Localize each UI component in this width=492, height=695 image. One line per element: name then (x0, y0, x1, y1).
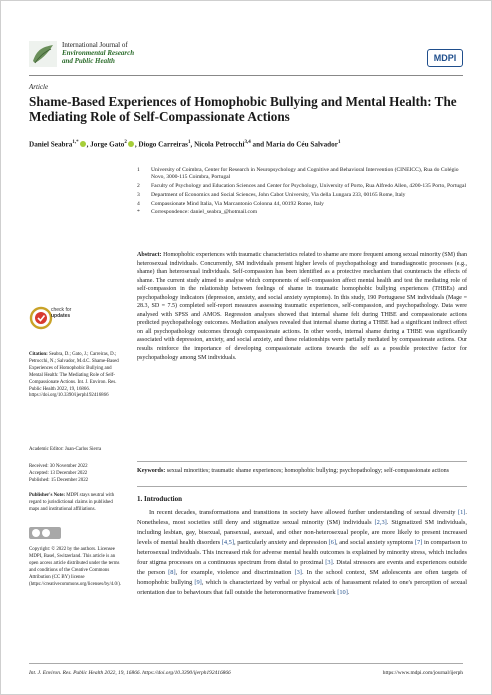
citation-link[interactable]: [3] (325, 559, 333, 566)
citation-link[interactable]: [1] (457, 509, 466, 516)
keywords (137, 467, 467, 476)
abstract (137, 251, 467, 362)
academic-editor: Academic Editor: Juan-Carlos Sierra (29, 447, 102, 452)
journal-name-line1: Environmental Research (62, 49, 135, 58)
intro-text: In recent decades, transformations and transitions in society have allowed further understanding of sexual diversity (149, 509, 458, 516)
author-separator: and (250, 140, 266, 149)
citation-text[interactable]: Seabra, D.; Gato, J.; Carreiras, D.; Petrocchi, N.; Salvador, M.d.C. Shame-Based Experiences of Homophobic Bullying and Mental Health: The Mediating Role of Self-Compassionate Actions. Int. J. Environ. Res. Public Health 2022, 19, 16866. https://doi.org/10.3390/ijerph192416866 (29, 352, 119, 399)
date-line: Accepted: 13 December 2022 (29, 470, 88, 476)
intro-text: . Nonetheless, most societies still deny and stigmatize sexual minority (SM) individuals (137, 509, 467, 526)
author-separator: , (190, 140, 195, 149)
affiliation-number: 1 (137, 167, 140, 173)
journal-prefix: International Journal of (62, 41, 128, 49)
citation-link[interactable]: [8] (168, 569, 176, 576)
publication-dates (29, 464, 123, 485)
citation-link[interactable]: [9] (194, 579, 202, 586)
header-rule (29, 75, 463, 76)
page-footer (29, 663, 463, 676)
orcid-icon[interactable] (128, 141, 134, 147)
copyright-notice: Copyright: © 2022 by the authors. Licensee MDPI, Basel, Switzerland. This article is an open access article distributed under the terms and conditions of the Creative Commons Attribution (CC BY) license (https://creativecommons.org/licenses/by/4.0/). (29, 547, 122, 587)
citation-link[interactable]: [10] (337, 589, 348, 596)
author-separator: , (134, 140, 139, 149)
keywords-rule-bottom (137, 486, 467, 487)
citation-link[interactable]: [3] (294, 569, 302, 576)
article-type: Article (29, 83, 49, 91)
author-affiliation-mark: 1,* (72, 140, 79, 145)
affiliation-item (137, 183, 467, 190)
section-heading-introduction: 1. Introduction (137, 495, 182, 503)
intro-text: . Stigmatized SM individuals, including lesbian, gay, bisexual, pansexual, asexual, and other non-heterosexual people, are more likely to present increased levels of mental health disorders (137, 519, 468, 546)
affiliation-number: 4 (137, 200, 140, 207)
affiliation-item (137, 209, 467, 216)
author-list (29, 140, 340, 148)
author-name: Daniel Seabra (29, 140, 73, 149)
citation-label: Citation: (29, 352, 48, 357)
affiliation-text: Faculty of Psychology and Education Sciences and Center for Psychology, University of Porto, Rua Alfredo Allen, 4200-135 Porto, Portugal (151, 183, 467, 189)
date-line: Received: 30 November 2022 (29, 464, 88, 469)
affiliation-text: Correspondence: daniel_seabra_@hotmail.com (151, 209, 258, 216)
publisher-note-label: Publisher's Note: (29, 493, 65, 498)
keywords-rule-top (137, 461, 467, 462)
author-affiliation-mark: 3,4 (244, 140, 251, 145)
citation-block (29, 352, 123, 400)
intro-text: . In the school context, SM adolescents are often targets of homophobic bullying (137, 569, 467, 586)
citation-link[interactable]: [7] (414, 539, 423, 546)
affiliation-text: Compassionate Mind Italia, Via Marcantonio Colonna 44, 00192 Rome, Italy (151, 200, 324, 207)
author-name: Nicola Petrocchi (194, 140, 245, 149)
affiliation-text: Department of Economics and Social Sciences, John Cabot University, Via della Lungara 233, 00165 Rome, Italy (151, 191, 406, 198)
intro-text: , for example, violence and discrimination (175, 569, 295, 576)
intro-text: in comparison to heterosexual individuals. This increased risk for adverse mental health outcomes is explained by minority stress, which includes four stigma processes on a continuous spectrum from distal to proximal (137, 539, 467, 566)
citation-link[interactable]: [4,5] (221, 539, 235, 546)
paper-title: Shame-Based Experiences of Homophobic Bullying and Mental Health: The Mediating Role of Self-Compassionate Actions (29, 94, 457, 124)
affiliation-text: University of Coimbra, Center for Research in Neuropsychology and Cognitive and Behavioral Intervention (CINEICC), Rua do Colégio Novo, 3000-115 Coimbra, Portugal (151, 167, 459, 181)
affiliation-number: * (137, 209, 140, 216)
author-name: Diogo Carreiras (138, 140, 188, 149)
author-name: Maria do Céu Salvador (265, 140, 338, 149)
intro-text: . Distal stressors are events and experiences outside the person (137, 559, 467, 576)
author-affiliation-mark: 1 (187, 140, 191, 145)
journal-logo-icon (29, 41, 57, 67)
affiliations (137, 167, 467, 218)
keywords-label: Keywords: (137, 468, 166, 474)
cc-by-license-icon[interactable] (29, 527, 61, 539)
abstract-label: Abstract: (137, 252, 162, 258)
affiliation-number: 3 (137, 191, 140, 198)
check-updates-line1: check for (51, 307, 72, 313)
mdpi-logo[interactable]: MDPI (427, 49, 463, 67)
affiliation-item (137, 167, 467, 181)
affiliation-number: 2 (137, 183, 140, 189)
footer-journal-link[interactable]: https://www.mdpi.com/journal/ijerph (382, 670, 463, 676)
intro-text: , which is characterized by verbal or physical acts of harassment related to one's perception of sexual orientation due to behaviours that fall outside the heteronormative framework (137, 579, 467, 596)
journal-name (62, 41, 134, 66)
keywords-text: sexual minorities; traumatic shame experiences; homophobic bullying; psychopathology; self-compassionate actions (166, 468, 450, 474)
publisher-note (29, 493, 123, 514)
intro-text: , particularly anxiety and depression (234, 539, 329, 546)
publisher-note-text: MDPI stays neutral with regard to jurisdictional claims in published maps and institutional affiliations. (29, 493, 115, 512)
author-affiliation-mark: 2 (124, 140, 127, 145)
check-updates-line2: updates (51, 312, 71, 319)
journal-name-line2: and Public Health (62, 57, 115, 66)
citation-link[interactable]: [6] (328, 539, 336, 546)
check-updates-label[interactable] (51, 308, 71, 319)
affiliation-item (137, 192, 467, 199)
introduction-paragraph (137, 508, 467, 598)
author-separator: , (86, 140, 91, 149)
date-line: Published: 15 December 2022 (29, 477, 89, 483)
footer-citation[interactable]: Int. J. Environ. Res. Public Health 2022, 19, 16866. https://doi.org/10.3390/ijerph192416866 (29, 670, 231, 676)
affiliation-item (137, 201, 467, 208)
intro-text: , and social anxiety symptoms (336, 539, 415, 546)
intro-text: . (347, 589, 350, 596)
author-affiliation-mark: 1 (337, 140, 341, 145)
author-name: Jorge Gato (90, 140, 125, 149)
orcid-icon[interactable] (80, 141, 86, 147)
citation-link[interactable]: [2,3] (374, 519, 387, 526)
abstract-text: Homophobic experiences with traumatic characteristics related to shame are more frequent among sexual minority (SM) than heterosexual individuals. Concurrently, SM individuals present higher levels of psychopathology and transdiagnostic processes (e.g., shame) than heterosexual individuals. Self-compassion has been identified as a protective mechanism that counteracts the effects of shame. The current study aimed to analyse which components of self-compassion affect mental health and test the mediating role of self-compassion in the relationship between feelings of shame in traumatic homophobic bullying experiences (THBEs) and psychopathology indicators (depression, anxiety, and social anxiety symptoms). In this study, 190 Portuguese SM individuals (Mage = 28.3, SD = 7.5) completed self-report measures assessing traumatic experiences, self-compassion, and psychopathology. Data were analysed with SPSS and AMOS. Regression analyses showed that internal shame felt during THBE and compassionate actions predicted psychopathology outcomes. Mediation analyses revealed that internal shame during a THBE had a significant indirect effect on all psychopathology outcomes through compassionate actions. In other words, internal shame during a THBE was significantly associated with depression, anxiety, and social anxiety, and these relationships were partially mediated by compassionate actions. Our results reinforce the importance of developing compassionate actions towards the self as a possible protective factor for psychopathology among SM individuals. (137, 252, 467, 361)
